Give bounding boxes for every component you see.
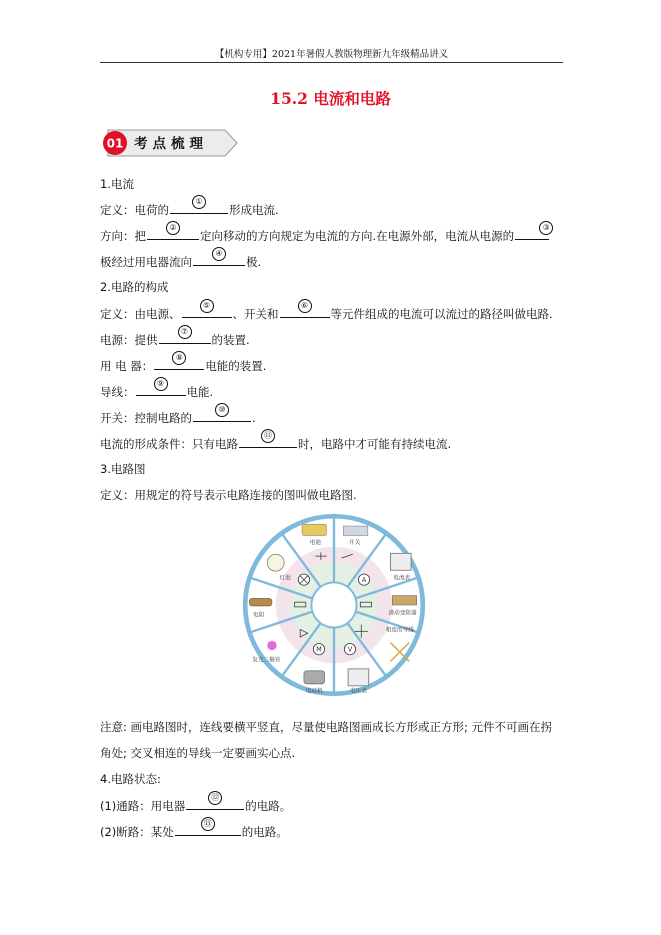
banner-number: 01 — [106, 136, 124, 151]
blank-number: ⑨ — [154, 377, 168, 391]
fill-blank — [193, 249, 245, 266]
fill-blank — [154, 353, 204, 370]
text-segment: 导线： — [100, 385, 135, 399]
section-heading: 2.电路的构成 — [100, 280, 169, 294]
wheel-label: 电流表 — [393, 575, 411, 582]
switch-icon — [343, 526, 367, 535]
text-segment: 用 电 器： — [100, 359, 154, 373]
fill-blank — [515, 223, 550, 240]
text-segment: 的电路。 — [241, 825, 288, 839]
text-segment: 形成电流. — [229, 203, 279, 217]
text-line — [100, 327, 250, 348]
header-divider — [100, 62, 563, 63]
text-line — [100, 405, 256, 426]
blank-number: ⑫ — [208, 791, 222, 805]
fill-blank — [182, 301, 232, 318]
blank-number: ⑦ — [178, 325, 192, 339]
motor-icon — [304, 671, 325, 684]
text-segment: 、开关和 — [232, 307, 279, 321]
blank-number: ④ — [212, 247, 226, 261]
blank-number: ⑤ — [200, 299, 214, 313]
text-segment: 电源：提供 — [100, 333, 158, 347]
blank-number: ⑩ — [215, 403, 229, 417]
wheel-label: 开关 — [349, 539, 361, 546]
motor-letter: M — [316, 645, 322, 654]
section-banner — [100, 128, 240, 158]
blank-number: ⑬ — [201, 817, 215, 831]
ammeter-icon — [390, 553, 411, 570]
fill-blank — [147, 223, 199, 240]
text-segment: 电能的装置. — [205, 359, 267, 373]
voltmeter-letter: V — [347, 645, 353, 654]
text-segment: . — [252, 411, 256, 425]
blank-number: ⑧ — [172, 351, 186, 365]
fill-blank — [239, 431, 297, 448]
blank-number: ② — [166, 221, 180, 235]
text-line: 角处; 交叉相连的导线一定要画实心点. — [100, 746, 296, 760]
resistor-icon — [249, 598, 272, 606]
fill-blank — [159, 327, 211, 344]
text-line — [100, 379, 214, 400]
led-icon — [267, 641, 276, 650]
banner-label: 考点梳理 — [134, 136, 208, 152]
circuit-symbols-wheel — [240, 505, 428, 705]
text-line — [100, 197, 279, 218]
bulb-icon — [267, 554, 284, 571]
blank-number: ③ — [539, 221, 553, 235]
text-line — [100, 353, 267, 374]
text-segment: 等元件组成的电流可以流过的路径叫做电路. — [330, 307, 553, 321]
wheel-label: 灯泡 — [279, 575, 291, 582]
text-segment: (1)通路：用电器 — [100, 799, 186, 813]
fill-blank — [136, 379, 186, 396]
text-segment: 极经过用电器流向 — [100, 255, 192, 269]
wheel-label: 电动机 — [305, 688, 323, 695]
blank-number: ① — [192, 195, 206, 209]
text-segment: 的装置. — [211, 333, 250, 347]
wheel-label: 电阻 — [253, 612, 265, 619]
text-segment: 开关：控制电路的 — [100, 411, 192, 425]
text-line — [100, 249, 262, 270]
ammeter-letter: A — [361, 575, 367, 584]
fill-blank — [280, 301, 330, 318]
blank-number: ⑥ — [298, 299, 312, 313]
text-segment: 极. — [246, 255, 262, 269]
text-segment: 定向移动的方向规定为电流的方向.在电源外部，电流从电源的 — [200, 229, 515, 243]
text-segment: (2)断路：某处 — [100, 825, 174, 839]
text-line: 注意: 画电路图时，连线要横平竖直，尽量使电路图画成长方形或正方形; 元件不可画在拐 — [100, 720, 553, 734]
text-line — [100, 301, 553, 322]
wheel-center — [311, 582, 356, 627]
fill-blank — [175, 819, 241, 836]
text-segment: 时，电路中才可能有持续电流. — [298, 437, 452, 451]
section-heading: 3.电路图 — [100, 462, 146, 476]
fill-blank — [193, 405, 251, 422]
blank-number: ⑪ — [261, 429, 275, 443]
wheel-label: 发光二极管 — [252, 657, 281, 664]
text-segment: 电能. — [186, 385, 214, 399]
fill-blank — [170, 197, 228, 214]
text-line — [100, 819, 288, 840]
voltmeter-icon — [348, 669, 369, 686]
text-line — [100, 793, 292, 814]
text-segment: 定义：由电源、 — [100, 307, 181, 321]
text-line — [100, 223, 550, 244]
section-heading: 1.电流 — [100, 177, 134, 191]
text-segment: 方向：把 — [100, 229, 146, 243]
text-line — [100, 431, 452, 452]
fill-blank — [186, 793, 244, 810]
page-title: 15.2 电流和电路 — [270, 89, 391, 108]
text-line: 定义：用规定的符号表示电路连接的图叫做电路图. — [100, 488, 357, 502]
text-segment: 的电路。 — [245, 799, 292, 813]
text-segment: 定义：电荷的 — [100, 203, 169, 217]
wheel-label: 电压表 — [349, 688, 367, 695]
section-heading: 4.电路状态: — [100, 772, 161, 786]
page-header: 【机构专用】2021年暑假人教版物理新九年级精品讲义 — [214, 49, 449, 60]
battery-icon — [302, 524, 326, 535]
text-segment: 电流的形成条件：只有电路 — [100, 437, 238, 451]
wheel-label: 滑动变阻器 — [388, 610, 417, 617]
wheel-label: 电池 — [309, 539, 321, 546]
wheel-label: 相连的导线 — [385, 627, 414, 634]
rheostat-icon — [392, 596, 416, 605]
